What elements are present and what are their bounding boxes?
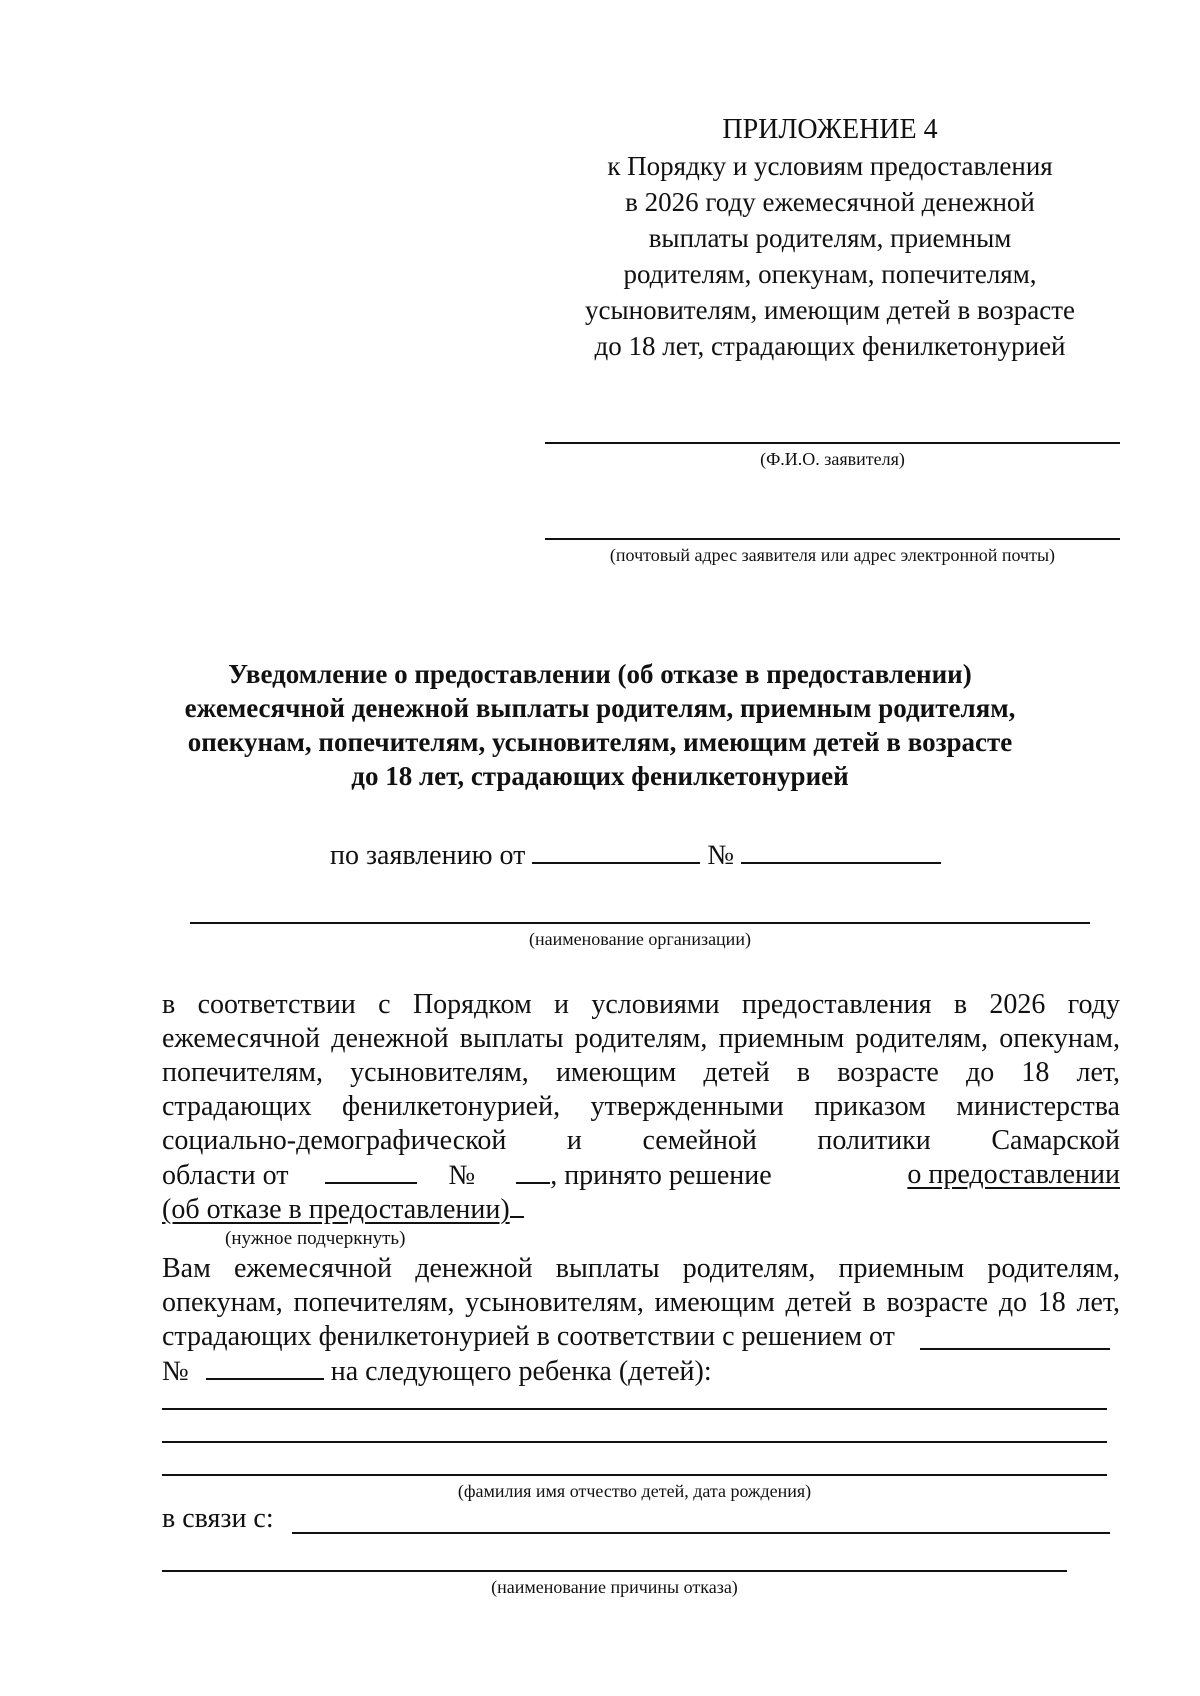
appendix-heading: ПРИЛОЖЕНИЕ 4	[722, 114, 938, 145]
decision-date-field[interactable]	[920, 1324, 1110, 1350]
appendix-line: до 18 лет, страдающих фенилкетонурией	[594, 331, 1066, 361]
children-line-1[interactable]	[162, 1408, 1107, 1410]
option-grant[interactable]: о предоставлении	[907, 1159, 1120, 1190]
appendix-block	[560, 112, 1100, 364]
option-refuse[interactable]: (об отказе в предоставлении)	[162, 1194, 510, 1225]
reason-line-1[interactable]	[292, 1532, 1110, 1534]
body-line: в соответствии с Порядком и условиями предоставления в 2026 году	[162, 989, 1120, 1020]
application-ref-prefix: по заявлению от	[330, 840, 526, 871]
underline-note: (нужное подчеркнуть)	[225, 1228, 406, 1249]
appendix-line: усыновителям, имеющим детей в возрасте	[585, 295, 1075, 325]
organization-line[interactable]	[190, 922, 1090, 924]
applicant-address-caption: (почтовый адрес заявителя или адрес электронной почты)	[609, 545, 1056, 565]
body-line-children	[162, 1354, 1120, 1389]
order-date-field[interactable]	[325, 1158, 417, 1184]
number-sign: №	[707, 840, 735, 871]
applicant-address-line[interactable]	[545, 538, 1120, 540]
body-line: социально-демографической и семейной политики Самарской	[162, 1125, 1120, 1156]
reason-line-2[interactable]	[162, 1570, 1067, 1572]
title-line: опекунам, попечителям, усыновителям, имеющим детей в возрасте	[187, 727, 1013, 757]
reason-caption: (наименование причины отказа)	[491, 1577, 738, 1597]
notice-title	[150, 657, 1050, 793]
decision-prefix: страдающих фенилкетонурией в соответствии с решением от	[162, 1321, 895, 1352]
body-line: опекунам, попечителям, усыновителям, имеющим детей в возрасте до 18 лет,	[162, 1287, 1120, 1318]
application-ref	[330, 838, 941, 873]
children-line-3[interactable]	[162, 1474, 1107, 1476]
appendix-line: в 2026 году ежемесячной денежной	[625, 187, 1035, 217]
appendix-line: к Порядку и условиям предоставления	[607, 151, 1053, 181]
decision-number-field[interactable]	[206, 1354, 324, 1380]
body-line: Вам ежемесячной денежной выплаты родителям, приемным родителям,	[162, 1253, 1120, 1284]
reason-label: в связи с:	[162, 1503, 274, 1534]
applicant-name-line[interactable]	[545, 442, 1120, 444]
body-line: ежемесячной денежной выплаты родителям, приемным родителям, опекунам,	[162, 1023, 1120, 1054]
body-line: страдающих фенилкетонурией, утвержденными приказом министерства	[162, 1091, 1120, 1122]
organization-caption: (наименование организации)	[529, 929, 751, 949]
children-caption: (фамилия имя отчество детей, дата рождения)	[457, 1481, 812, 1501]
children-line-2[interactable]	[162, 1441, 1107, 1443]
appendix-line: родителям, опекунам, попечителям,	[623, 259, 1037, 289]
application-number-field[interactable]	[741, 838, 941, 864]
order-number-sign: №	[448, 1160, 476, 1191]
title-line: Уведомление о предоставлении (об отказе в предоставлении)	[228, 659, 972, 689]
option-blank	[510, 1192, 524, 1218]
body-line-decision	[162, 1320, 1120, 1354]
title-line: ежемесячной денежной выплаты родителям, приемным родителям,	[184, 693, 1016, 723]
order-prefix: области от	[162, 1160, 289, 1191]
body-line-order	[162, 1158, 1120, 1193]
title-line: до 18 лет, страдающих фенилкетонурией	[351, 761, 849, 791]
decision-number-sign: №	[162, 1356, 189, 1387]
order-number-field[interactable]	[516, 1158, 550, 1184]
body-line-option	[162, 1192, 1120, 1227]
appendix-line: выплаты родителям, приемным	[648, 223, 1012, 253]
children-text: на следующего ребенка (детей):	[330, 1356, 712, 1387]
applicant-name-caption: (Ф.И.О. заявителя)	[760, 449, 905, 469]
decision-text: , принято решение	[550, 1160, 772, 1191]
application-date-field[interactable]	[532, 838, 700, 864]
body-line: попечителям, усыновителям, имеющим детей в возрасте до 18 лет,	[162, 1057, 1120, 1088]
